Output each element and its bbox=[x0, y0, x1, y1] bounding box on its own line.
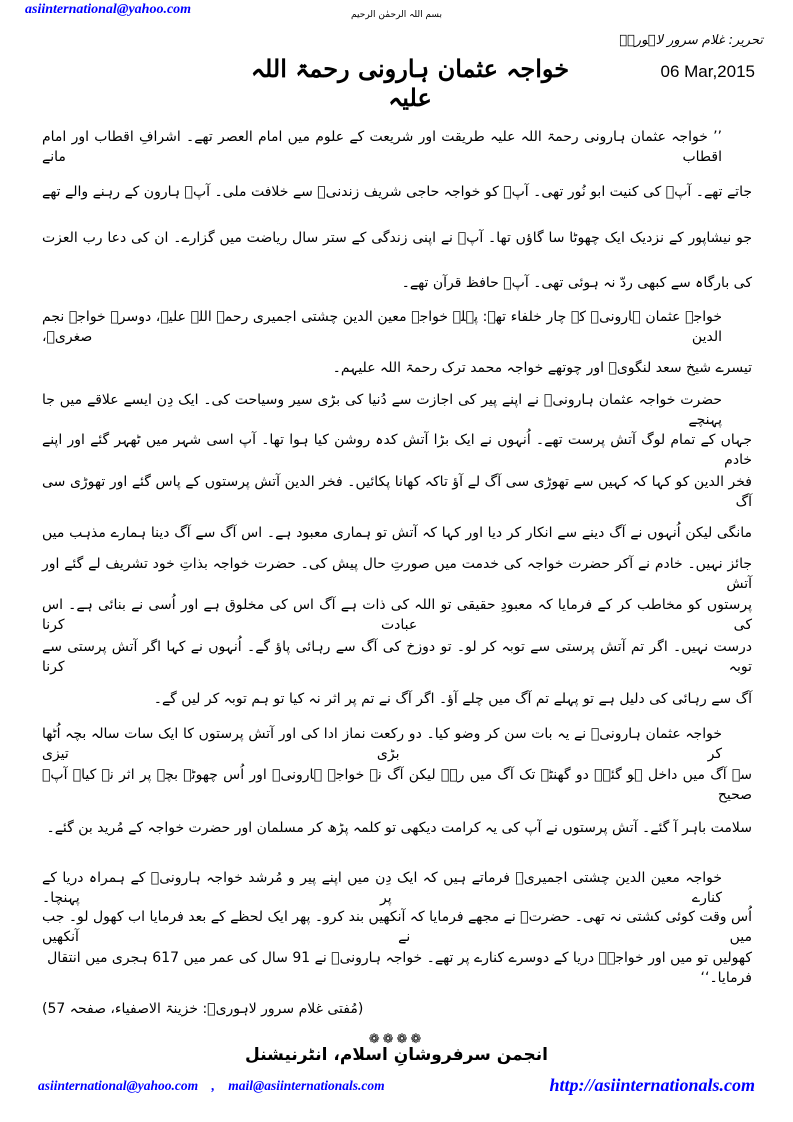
body-line bbox=[42, 218, 752, 258]
body-line-text: سے آگ میں داخل ہو گئے۔ دو گھنٹے تک آگ میں رہے لیکن آگ نے خواجہ ہارونیؒ اور اُس چھوٹے بچے پر اثر نہ کیا۔ آپؒ صحیح bbox=[42, 767, 752, 803]
separator: , bbox=[211, 1078, 215, 1093]
body-line bbox=[42, 595, 752, 635]
body-line-text: خواجہ معین الدین چشتی اجمیریؒ فرماتے ہیں کہ ایک دِن میں اپنے پیر و مُرشد خواجہ ہارونیؒ کے ہمراہ دریا کے کنارے پر پہنچا۔ bbox=[42, 870, 722, 906]
header-email-link[interactable]: asiinternational@yahoo.com bbox=[25, 2, 192, 17]
body-line-text: درست نہیں۔ اگر تم آتش پرستی سے توبہ کر لو۔ تو دوزخ کی آگ سے رہائی پاؤ گے۔ اُنہوں نے کہا اگر آتش پرستی سے توبہ کرنا bbox=[42, 639, 752, 675]
citation bbox=[42, 989, 752, 1029]
body-line bbox=[42, 679, 752, 719]
body-line-text: کھولیں تو میں اور خواجہؒ دریا کے دوسرے کنارے پر تھے۔ خواجہ ہارونیؒ نے 91 سال کی عمر میں 617 ہجری میں انتقال فرمایا۔‘‘ bbox=[47, 950, 752, 986]
body-line-text: جو نیشاپور کے نزدیک ایک چھوٹا سا گاؤں تھا۔ آپؒ نے اپنی زندگی کے ستر سال ریاضت میں گزارے۔ ان کی دعا رب العزت bbox=[42, 230, 752, 246]
body-line-text: آگ سے رہائی کی دلیل ہے تو پہلے تم آگ میں چلے آؤ۔ اگر آگ نے تم پر اثر نہ کیا تو ہم توبہ کر لیں گے۔ bbox=[153, 691, 752, 707]
body-line-text: فخر الدین کو کہا کہ کہیں سے تھوڑی سی آگ لے آؤ تاکہ کھانا پکائیں۔ فخر الدین آتش پرستوں کے پاس گئے اور تھوڑی سی آگ bbox=[42, 474, 752, 510]
footer-mail-link[interactable]: mail@asiinternationals.com bbox=[228, 1078, 385, 1093]
body-line bbox=[42, 637, 752, 677]
body-line-text: اُس وقت کوئی کشتی نہ تھی۔ حضرتؒ نے مجھے فرمایا کہ آنکھیں بند کرو۔ پھر ایک لحظے کے بعد فرمایا اب کھول لو۔ جب میں نے آنکھیں bbox=[42, 909, 752, 945]
article-title: خواجہ عثمان ہارونی رحمۃ اللہ علیہ bbox=[250, 54, 570, 112]
body-line bbox=[42, 808, 752, 848]
decorative-stars-icon: ❁❁❁❁ bbox=[368, 1032, 425, 1047]
body-line bbox=[42, 348, 752, 388]
body-line-text: ’’ خواجہ عثمان ہارونی رحمۃ اللہ علیہ طریقت اور شریعت کے علوم میں امام العصر تھے۔ اشرافِ اقطاب اور امام اقطاب مانے bbox=[42, 129, 722, 165]
body-line bbox=[42, 307, 752, 347]
body-line-text: خواجہ عثمان ہارونیؒ نے یہ بات سن کر وضو کیا۔ دو رکعت نماز ادا کی اور آتش پرستوں کا ایک سات سالہ بچہ اُٹھا کر بڑی تیزی bbox=[42, 726, 722, 762]
body-line bbox=[42, 390, 752, 430]
body-line-text: مانگی لیکن اُنہوں نے آگ دینے سے انکار کر دیا اور کہا کہ آتش تو ہماری معبود ہے۔ اس آگ سے آگ دینا ہمارے مذہب میں bbox=[42, 525, 752, 541]
body-line-text: پرستوں کو مخاطب کر کے فرمایا کہ معبودِ حقیقی تو اللہ کی ذات ہے آگ اس کی مخلوق ہے اور اُسی نے بنائی ہے۔ اس کی عبادت کرنا bbox=[42, 597, 752, 633]
author-line: تحریر: غلام سرور لاہوریؒ bbox=[619, 33, 763, 48]
body-line bbox=[42, 724, 752, 764]
body-line-text: جائز نہیں۔ خادم نے آکر حضرت خواجہ کی خدمت میں صورتِ حال پیش کی۔ حضرت خواجہ بذاتِ خود تشریف لے گئے اور آتش bbox=[42, 556, 752, 592]
organization-name: انجمن سرفروشانِ اسلام، انٹرنیشنل bbox=[245, 1045, 548, 1065]
body-line bbox=[42, 513, 752, 553]
body-line bbox=[42, 907, 752, 947]
body-line-text: کی بارگاہ سے کبھی ردّ نہ ہوئی تھی۔ آپؒ حافظ قرآن تھے۔ bbox=[401, 275, 752, 291]
body-line-text: جہاں کے تمام لوگ آتش پرست تھے۔ اُنہوں نے ایک بڑا آتش کدہ روشن کیا ہوا تھا۔ آپ اسی شہر میں ٹھہر گئے اور اپنے خادم bbox=[42, 432, 752, 468]
body-line-text: تیسرے شیخ سعد لنگویؒ اور چوتھے خواجہ محمد ترک رحمۃ اللہ علیہم۔ bbox=[332, 360, 752, 376]
date: 06 Mar,2015 bbox=[660, 62, 755, 81]
body-line-text: حضرت خواجہ عثمان ہارونیؒ نے اپنے پیر کی اجازت سے دُنیا کی بڑی سیر وسیاحت کی۔ ایک دِن ایسے علاقے میں جا پہنچے bbox=[42, 392, 722, 428]
body-line bbox=[42, 127, 752, 167]
body-line bbox=[42, 263, 752, 303]
website-link[interactable]: http://asiinternationals.com bbox=[549, 1075, 755, 1095]
body-line-text: سلامت باہر آ گئے۔ آتش پرستوں نے آپ کی یہ کرامت دیکھی تو کلمہ پڑھ کر مسلمان اور حضرت خواجہ کے مُرید بن گئے۔ bbox=[46, 820, 752, 836]
body-line bbox=[42, 172, 752, 212]
body-line-text: خواجہ عثمان ہارونیؒ کے چار خلفاء تھے: پہلے خواجہ معین الدین چشتی اجمیری رحمۃ اللہ علیہ، دوسرے خواجہ نجم الدین صغریؒ، bbox=[42, 309, 722, 345]
body-line bbox=[42, 430, 752, 470]
footer-email-link[interactable]: asiinternational@yahoo.com bbox=[38, 1078, 199, 1093]
body-line bbox=[42, 554, 752, 594]
body-line bbox=[42, 948, 752, 988]
body-line bbox=[42, 868, 752, 908]
body-line bbox=[42, 765, 752, 805]
body-line bbox=[42, 472, 752, 512]
footer-emails bbox=[38, 1078, 395, 1094]
bismillah: بسم اللہ الرحمٰن الرحیم bbox=[351, 10, 442, 20]
citation-text: (مُفتی غلام سرور لاہوریؒ: خزینۃ الاصفیاء، صفحہ 57) bbox=[42, 1001, 364, 1017]
body-line-text: جاتے تھے۔ آپؒ کی کنیت ابو نُور تھی۔ آپؒ کو خواجہ حاجی شریف زندنیؒ سے خلافت ملی۔ آپؒ ہارون کے رہنے والے تھے bbox=[42, 184, 752, 200]
